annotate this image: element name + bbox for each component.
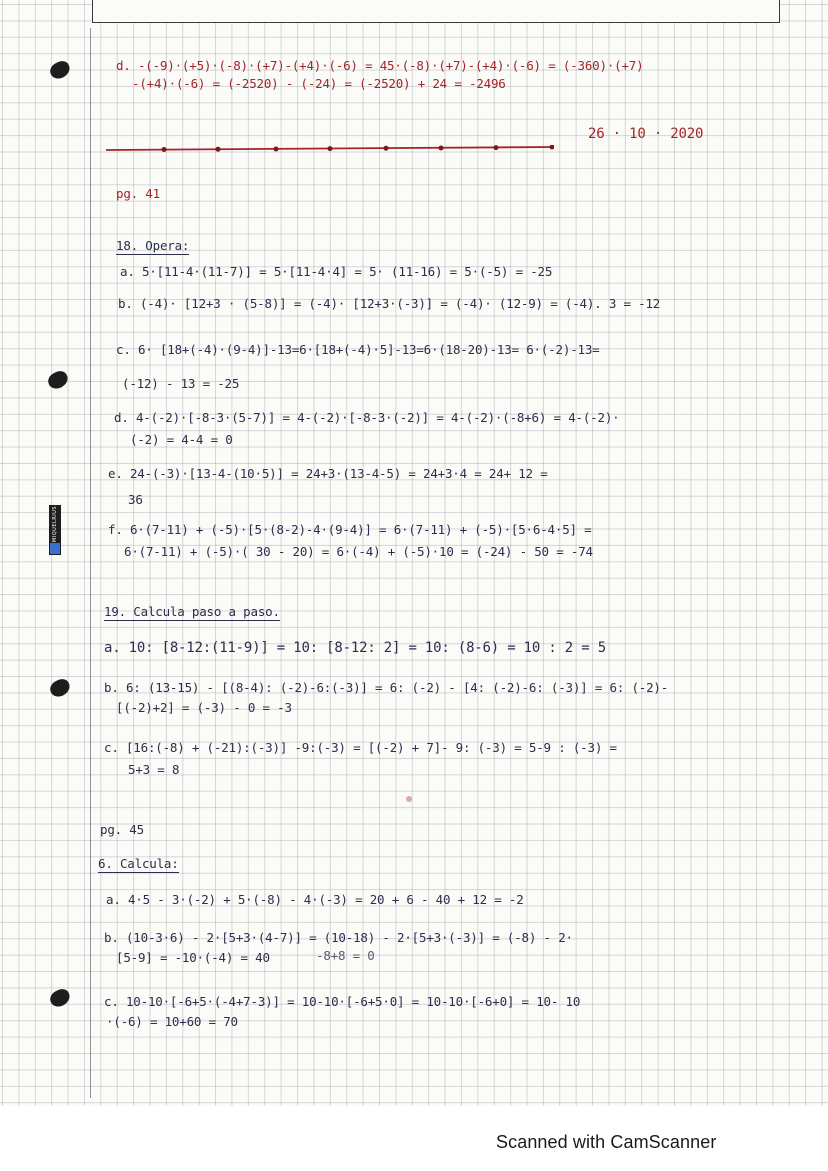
exercise-19b-line2: [(-2)+2] = (-3) - 0 = -3: [116, 700, 292, 715]
prev-exercise-d-line2: -(+4)·(-6) = (-2520) - (-24) = (-2520) + 24 = -2496: [132, 76, 506, 91]
exercise-6b-scribble-note: -8+8 = 0: [316, 948, 375, 963]
exercise-19b-line1: b. 6: (13-15) - [(8-4): (-2)-6:(-3)] = 6: (-2) - [4: (-2)-6: (-3)] = 6: (-2)-: [104, 680, 669, 695]
exercise-6c-line2: ·(-6) = 10+60 = 70: [106, 1014, 238, 1029]
exercise-19a: a. 10: [8-12:(11-9)] = 10: [8-12: 2] = 10: (8-6) = 10 : 2 = 5: [104, 640, 606, 656]
exercise-18c-line2: (-12) - 13 = -25: [122, 376, 240, 391]
exercise-18d-line2: (-2) = 4-4 = 0: [130, 432, 233, 447]
exercise-18-title: [116, 238, 189, 254]
exercise-19-title-text: 19. Calcula paso a paso.: [104, 604, 280, 619]
brand-logo-icon: [50, 543, 60, 554]
margin-line: [90, 28, 91, 1098]
binder-hole: [48, 677, 73, 700]
binder-hole: [46, 369, 71, 392]
prev-exercise-d-line1: d. -(-9)·(+5)·(-8)·(+7)-(+4)·(-6) = 45·(-8)·(+7)-(+4)·(-6) = (-360)·(+7): [116, 58, 644, 73]
exercise-18c-line1: c. 6· [18+(-4)·(9-4)]-13=6·[18+(-4)·5]-13=6·(18-20)-13= 6·(-2)-13=: [116, 342, 600, 357]
exercise-19c-line1: c. [16:(-8) + (-21):(-3)] -9:(-3) = [(-2) + 7]- 9: (-3) = 5-9 : (-3) =: [104, 740, 617, 755]
page-reference-45: pg. 45: [100, 822, 144, 837]
exercise-18b: b. (-4)· [12+3 · (5-8)] = (-4)· [12+3·(-3)] = (-4)· (12-9) = (-4). 3 = -12: [118, 296, 661, 311]
brand-label: MIQUELRIUS: [52, 505, 58, 543]
binder-hole: [48, 59, 73, 82]
divider-line: [106, 145, 554, 153]
exercise-18-title-text: 18. Opera:: [116, 238, 190, 253]
exercise-19-title: [104, 604, 280, 620]
top-frame: [92, 0, 780, 23]
exercise-19c-line2: 5+3 = 8: [128, 762, 180, 777]
exercise-18e-line2: 36: [128, 492, 143, 507]
exercise-6c-line1: c. 10-10·[-6+5·(-4+7-3)] = 10-10·[-6+5·0] = 10-10·[-6+0] = 10- 10: [104, 994, 581, 1009]
exercise-6-title: [98, 856, 179, 872]
ink-smudge: [406, 796, 412, 802]
exercise-18f-line1: f. 6·(7-11) + (-5)·[5·(8-2)-4·(9-4)] = 6·(7-11) + (-5)·[5·6-4·5] =: [108, 522, 592, 537]
exercise-6a: a. 4·5 - 3·(-2) + 5·(-8) - 4·(-3) = 20 + 6 - 40 + 12 = -2: [106, 892, 524, 907]
brand-strip: [49, 505, 61, 555]
page-reference-41: pg. 41: [116, 186, 160, 201]
exercise-18a: a. 5·[11-4·(11-7)] = 5·[11-4·4] = 5· (11-16) = 5·(-5) = -25: [120, 264, 553, 279]
exercise-6-title-text: 6. Calcula:: [98, 856, 179, 871]
date: 26 · 10 · 2020: [588, 126, 704, 142]
exercise-18f-line2: 6·(7-11) + (-5)·( 30 - 20) = 6·(-4) + (-5)·10 = (-24) - 50 = -74: [124, 544, 593, 559]
binder-hole: [48, 987, 73, 1010]
scanner-watermark: Scanned with CamScanner: [496, 1132, 717, 1152]
exercise-18d-line1: d. 4-(-2)·[-8-3·(5-7)] = 4-(-2)·[-8-3·(-2)] = 4-(-2)·(-8+6) = 4-(-2)·: [114, 410, 620, 425]
exercise-6b-line1: b. (10-3·6) - 2·[5+3·(4-7)] = (10-18) - 2·[5+3·(-3)] = (-8) - 2·: [104, 930, 573, 945]
exercise-18e-line1: e. 24-(-3)·[13-4-(10·5)] = 24+3·(13-4-5) = 24+3·4 = 24+ 12 =: [108, 466, 548, 481]
exercise-6b-line2: [5-9] = -10·(-4) = 40: [116, 950, 270, 965]
